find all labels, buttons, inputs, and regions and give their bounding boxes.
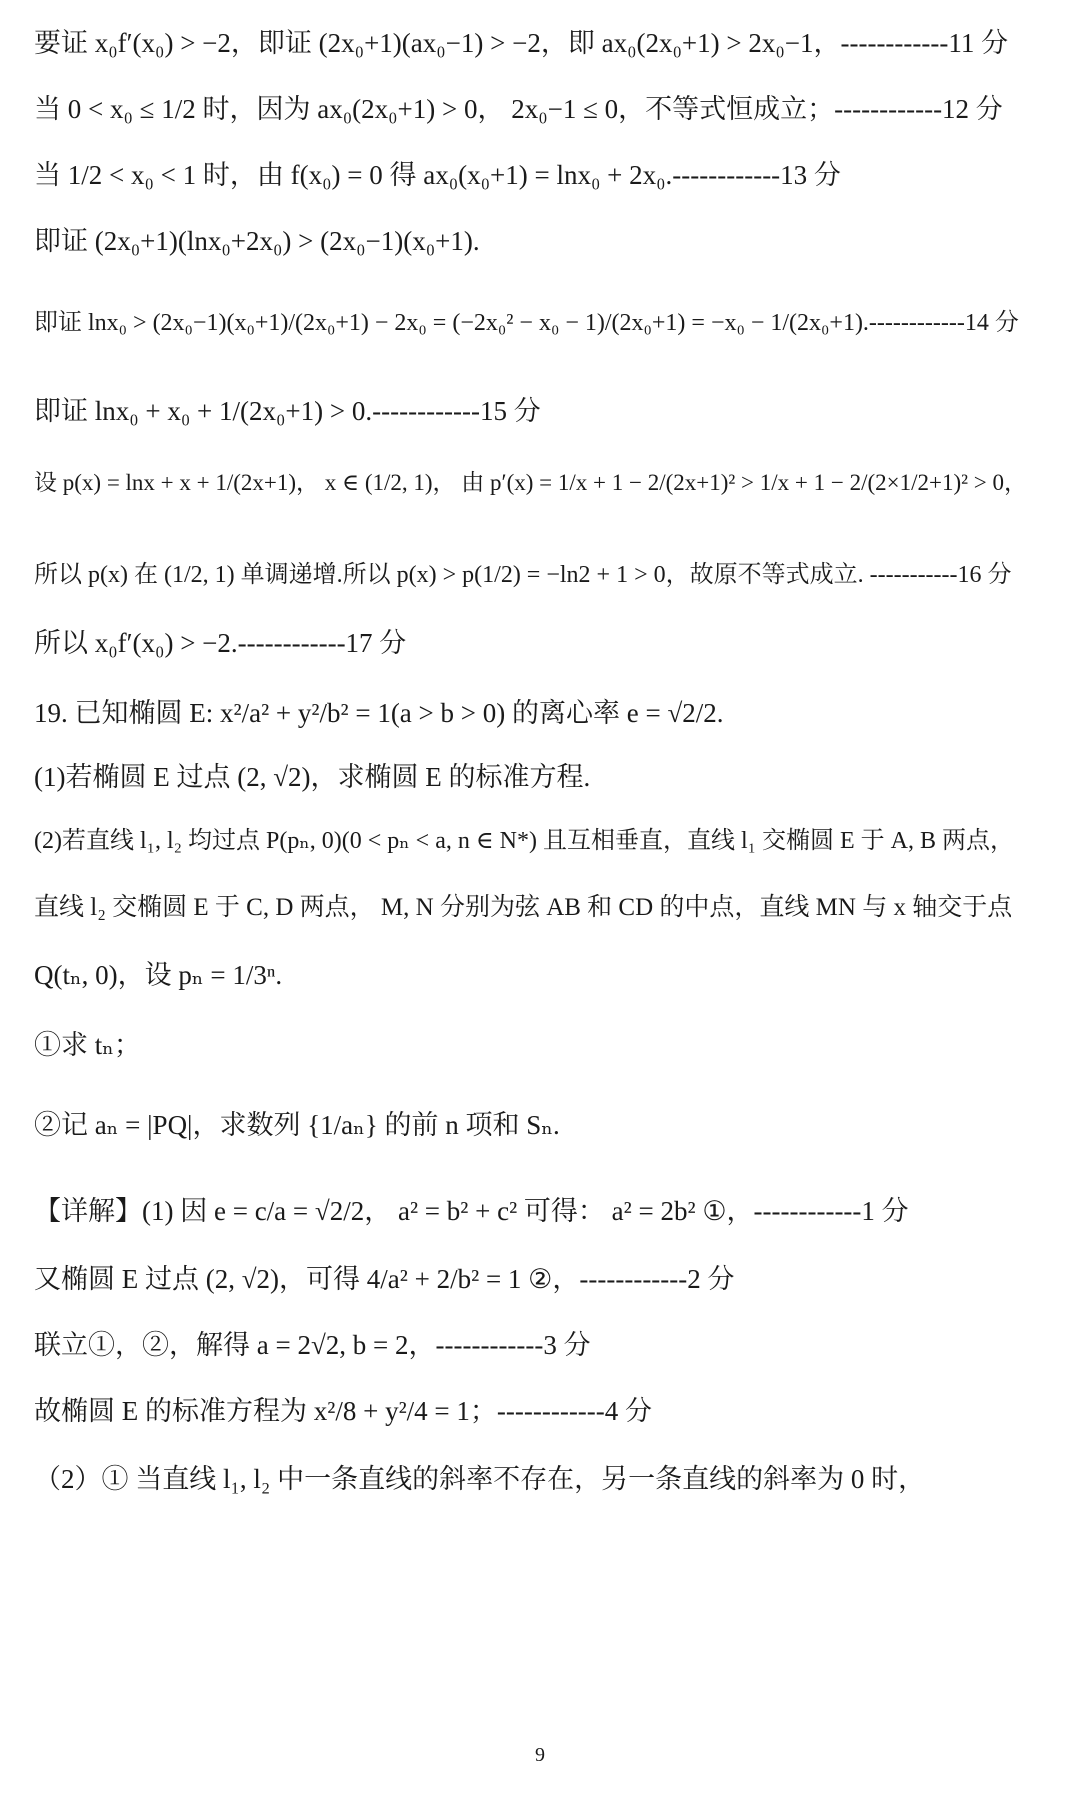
proof-line-17: 所以 x₀f′(x₀) > −2.------------17 分 [34, 628, 407, 658]
proof-line-equivalent: 即证 (2x₀+1)(lnx₀+2x₀) > (2x₀−1)(x₀+1). [34, 226, 480, 256]
solution-part-2-start: （2）① 当直线 l₁, l₂ 中一条直线的斜率不存在，另一条直线的斜率为 0 时， [34, 1464, 926, 1494]
solution-line-4: 故椭圆 E 的标准方程为 x²/8 + y²/4 = 1；------------4 分 [34, 1396, 653, 1426]
question-19-stem: 19. 已知椭圆 E: x²/a² + y²/b² = 1(a > b > 0) 的离心率 e = √2/2. [34, 698, 724, 728]
question-19-sub-2: ②记 aₙ = |PQ|，求数列 {1/aₙ} 的前 n 项和 Sₙ. [34, 1110, 560, 1140]
question-19-part-1: (1)若椭圆 E 过点 (2, √2)，求椭圆 E 的标准方程. [34, 762, 591, 792]
question-19-part-2-cont: 直线 l₂ 交椭圆 E 于 C, D 两点， M, N 分别为弦 AB 和 CD 的中点，直线 MN 与 x 轴交于点 [34, 894, 1013, 921]
proof-line-11: 要证 x₀f′(x₀) > −2，即证 (2x₀+1)(ax₀−1) > −2，即 ax₀(2x₀+1) > 2x₀−1，------------11 分 [34, 28, 1009, 58]
proof-line-14: 即证 lnx₀ > (2x₀−1)(x₀+1)/(2x₀+1) − 2x₀ = (−2x₀² − x₀ − 1)/(2x₀+1) = −x₀ − 1/(2x₀+1).------------14 分 [34, 310, 1019, 336]
solution-line-1: 【详解】(1) 因 e = c/a = √2/2， a² = b² + c² 可得： a² = 2b² ①，------------1 分 [34, 1196, 909, 1226]
question-19-part-2: (2)若直线 l₁, l₂ 均过点 P(pₙ, 0)(0 < pₙ < a, n ∈ N*) 且互相垂直，直线 l₁ 交椭圆 E 于 A, B 两点， [34, 828, 1014, 854]
proof-line-12: 当 0 < x₀ ≤ 1/2 时，因为 ax₀(2x₀+1) > 0， 2x₀−1 ≤ 0，不等式恒成立；------------12 分 [34, 94, 1003, 124]
solution-line-2: 又椭圆 E 过点 (2, √2)，可得 4/a² + 2/b² = 1 ②，------------2 分 [34, 1264, 735, 1294]
page-number: 9 [535, 1744, 545, 1766]
proof-line-16: 所以 p(x) 在 (1/2, 1) 单调递增.所以 p(x) > p(1/2) = −ln2 + 1 > 0，故原不等式成立. -----------16 分 [34, 562, 1012, 588]
question-19-part-2-q: Q(tₙ, 0)，设 pₙ = 1/3ⁿ. [34, 960, 283, 990]
solution-line-3: 联立①，②，解得 a = 2√2, b = 2，------------3 分 [34, 1330, 591, 1360]
question-19-sub-1: ①求 tₙ； [34, 1030, 141, 1060]
proof-line-13: 当 1/2 < x₀ < 1 时，由 f(x₀) = 0 得 ax₀(x₀+1) = lnx₀ + 2x₀.------------13 分 [34, 160, 841, 190]
proof-line-define-p: 设 p(x) = lnx + x + 1/(2x+1)， x ∈ (1/2, 1)， 由 p′(x) = 1/x + 1 − 2/(2x+1)² > 1/x + 1 − 2/(2×1/2+1)² > 0， [34, 470, 1027, 495]
proof-line-15: 即证 lnx₀ + x₀ + 1/(2x₀+1) > 0.------------15 分 [34, 396, 541, 426]
